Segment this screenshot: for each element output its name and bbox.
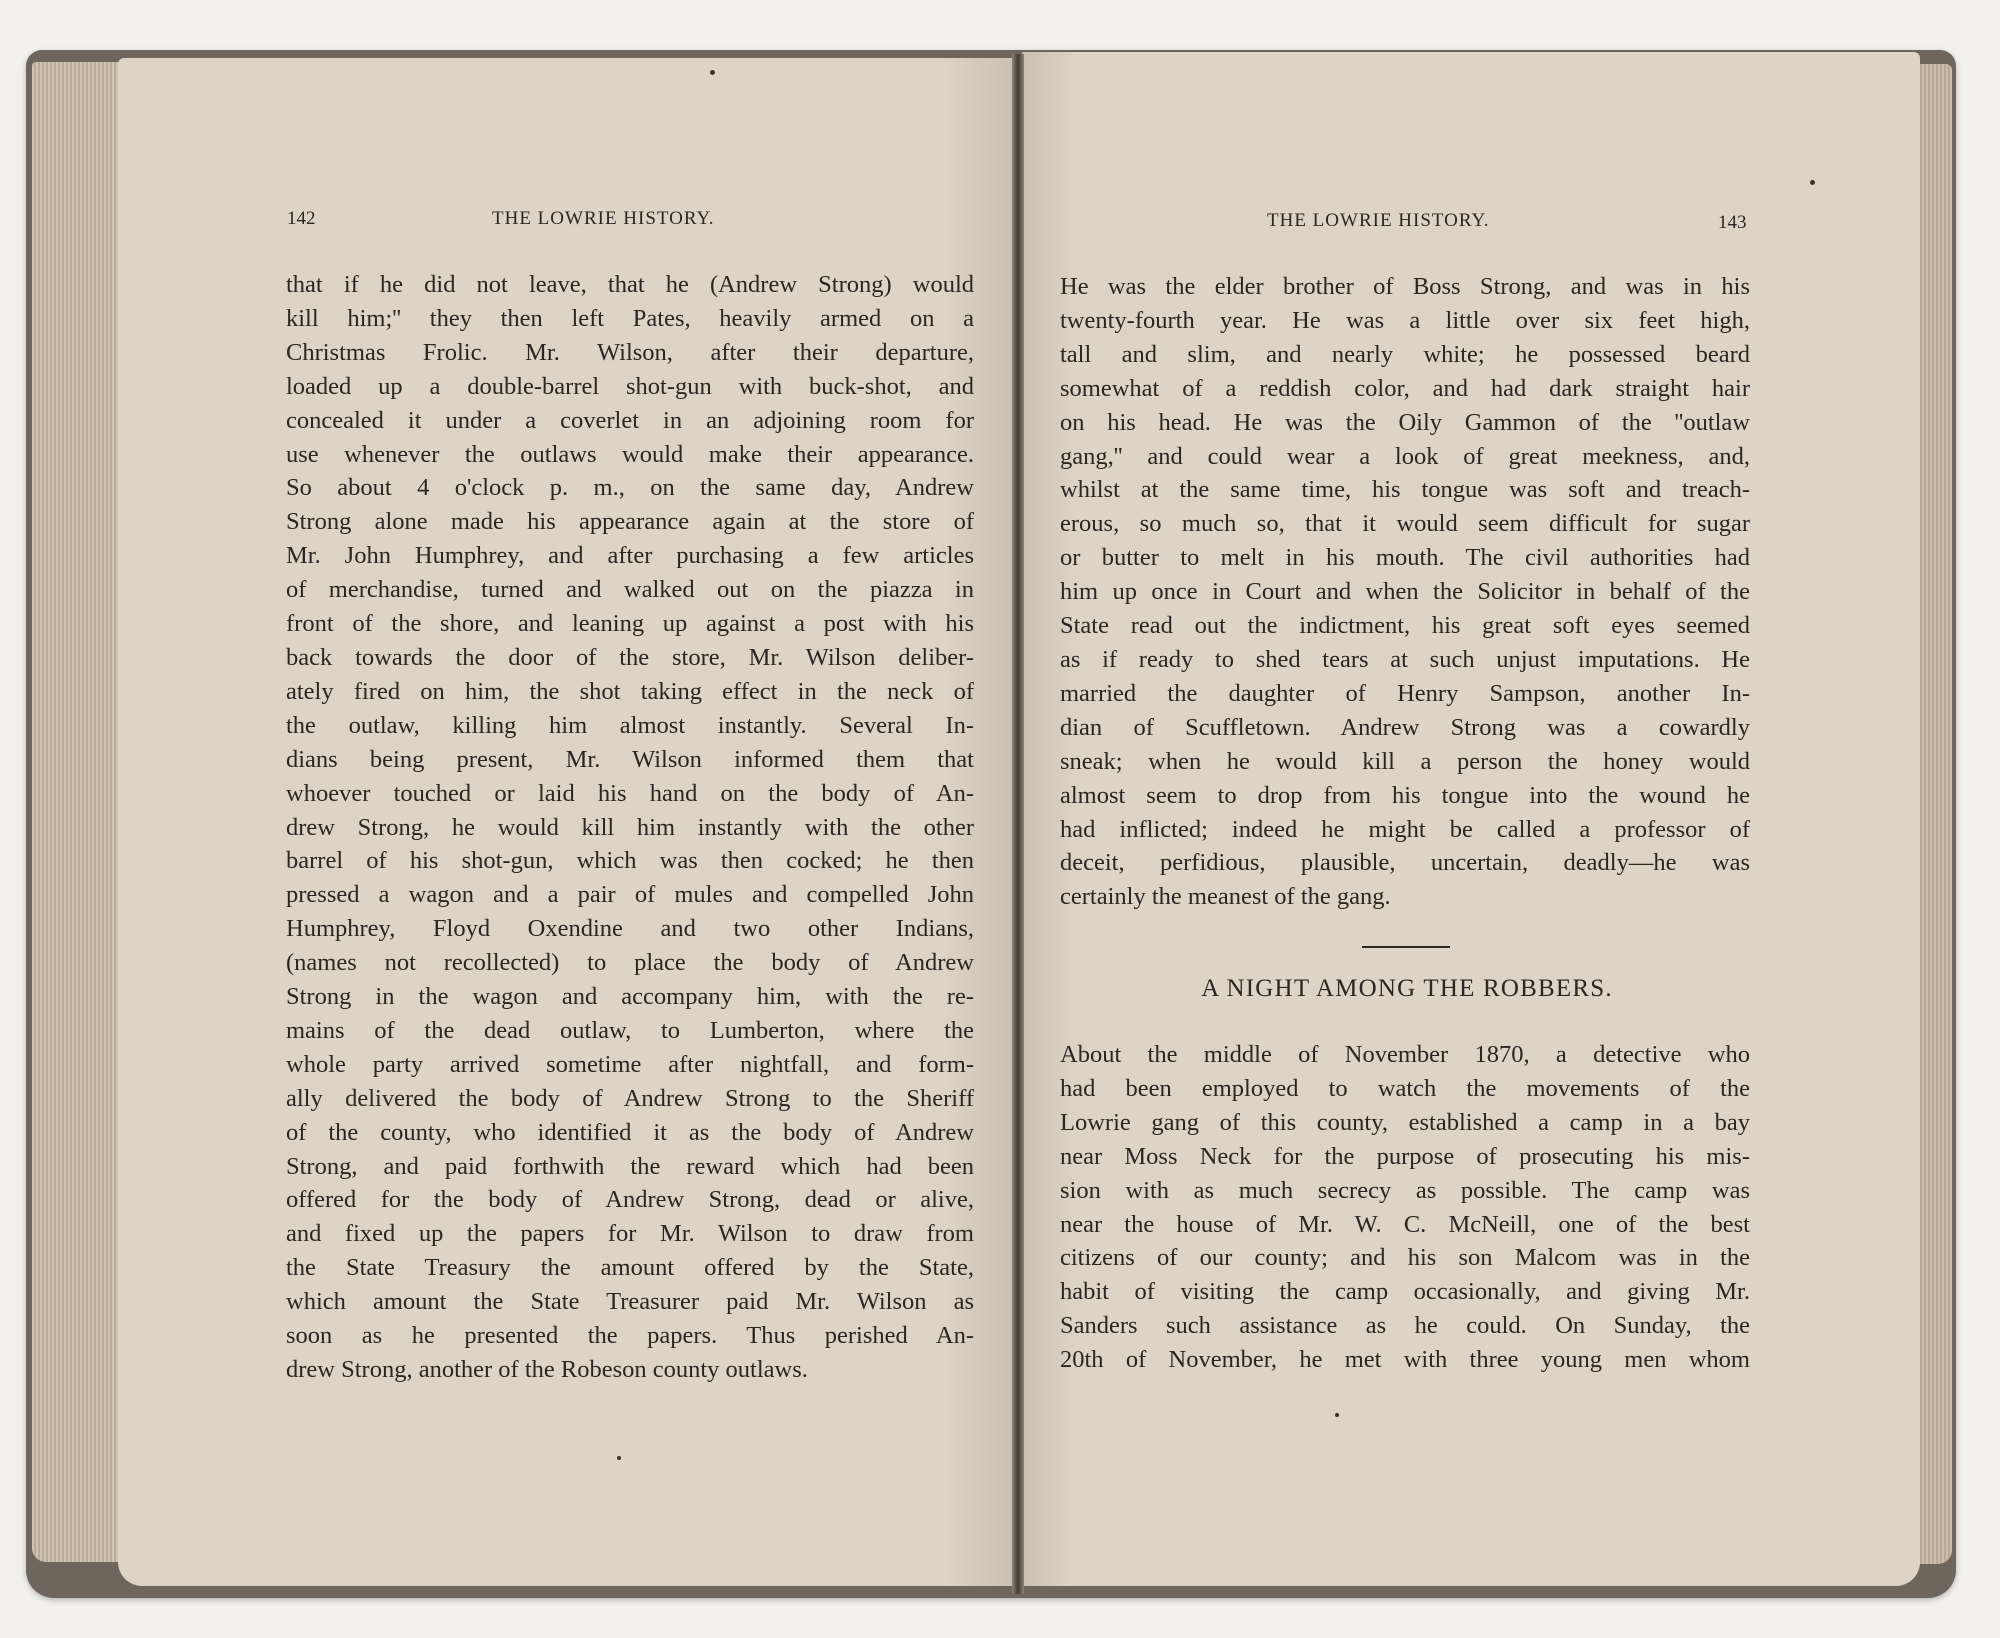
text-line: kill him;'' they then left Pates, heavily armed on a [286,304,974,332]
paper-speck [1335,1413,1339,1417]
right-page-text-top [1060,270,1750,914]
right-page-edges [1918,64,1952,1564]
text-line: mains of the dead outlaw, to Lumberton, where the [286,1016,974,1044]
text-line: barrel of his shot-gun, which was then cocked; he then [286,847,974,875]
text-line: which amount the State Treasurer paid Mr. Wilson as [286,1288,974,1316]
text-line: pressed a wagon and a pair of mules and compelled John [286,881,974,909]
text-line: back towards the door of the store, Mr. Wilson deliber- [286,643,974,671]
text-line: He was the elder brother of Boss Strong, and was in his [1060,273,1750,300]
text-line: and fixed up the papers for Mr. Wilson to draw from [286,1220,974,1248]
text-line: whole party arrived sometime after nightfall, and form- [286,1050,974,1078]
text-line: drew Strong, he would kill him instantly with the other [286,813,974,841]
left-page-text [286,268,974,1387]
text-line: sneak; when he would kill a person the honey would [1060,747,1750,775]
text-line: had inflicted; indeed he might be called a professor of [1060,815,1750,843]
text-line: sion with as much secrecy as possible. The camp was [1060,1176,1750,1204]
text-line: Lowrie gang of this county, established a camp in a bay [1060,1108,1750,1136]
text-line: Strong in the wagon and accompany him, with the re- [286,983,974,1011]
text-line: almost seem to drop from his tongue into the wound he [1060,781,1750,809]
text-line: Humphrey, Floyd Oxendine and two other Indians, [286,915,974,943]
book-gutter [1012,54,1024,1594]
text-line: erous, so much so, that it would seem difficult for sugar [1060,510,1750,538]
text-line: near Moss Neck for the purpose of prosecuting his mis- [1060,1142,1750,1170]
text-line: Mr. John Humphrey, and after purchasing a few articles [286,542,974,570]
text-line: ately fired on him, the shot taking effect in the neck of [286,677,974,705]
text-line: the outlaw, killing him almost instantly. Several In- [286,711,974,739]
right-running-head: THE LOWRIE HISTORY. [1267,210,1490,231]
text-line: dian of Scuffletown. Andrew Strong was a cowardly [1060,713,1750,741]
text-line: 20th of November, he met with three young men whom [1060,1346,1750,1374]
section-divider [1362,946,1450,948]
text-line: the State Treasury the amount offered by the State, [286,1254,974,1282]
text-line: Sanders such assistance as he could. On Sunday, the [1060,1312,1750,1340]
right-page-text-bottom [1060,1038,1750,1377]
text-line: habit of visiting the camp occasionally, and giving Mr. [1060,1278,1750,1306]
text-line: dians being present, Mr. Wilson informed them that [286,745,974,773]
text-line: of merchandise, turned and walked out on the piazza in [286,576,974,604]
text-line: front of the shore, and leaning up against a post with his [286,610,974,638]
text-line: gang,'' and could wear a look of great meekness, and, [1060,442,1750,470]
text-line: State read out the indictment, his great soft eyes seemed [1060,612,1750,640]
text-line: drew Strong, another of the Robeson county outlaws. [286,1356,808,1383]
text-line: whilst at the same time, his tongue was soft and treach- [1060,476,1750,504]
paper-speck [1810,180,1815,185]
text-line: Christmas Frolic. Mr. Wilson, after their departure, [286,338,974,366]
left-page-number: 142 [287,208,316,229]
section-heading: A NIGHT AMONG THE ROBBERS. [1201,975,1613,1002]
paper-speck [617,1456,621,1460]
text-line: as if ready to shed tears at such unjust imputations. He [1060,645,1750,673]
text-line: loaded up a double-barrel shot-gun with buck-shot, and [286,372,974,400]
left-page-edges [32,62,122,1562]
text-line: concealed it under a coverlet in an adjoining room for [286,406,974,434]
text-line: that if he did not leave, that he (Andrew Strong) would [286,271,974,298]
text-line: deceit, perfidious, plausible, uncertain, deadly—he was [1060,849,1750,877]
text-line: certainly the meanest of the gang. [1060,883,1391,911]
text-line: married the daughter of Henry Sampson, another In- [1060,679,1750,707]
text-line: About the middle of November 1870, a detective who [1060,1041,1750,1068]
text-line: whoever touched or laid his hand on the body of An- [286,779,974,807]
right-page-number: 143 [1718,212,1747,233]
text-line: somewhat of a reddish color, and had dark straight hair [1060,374,1750,402]
text-line: or butter to melt in his mouth. The civil authorities had [1060,544,1750,572]
left-running-head: THE LOWRIE HISTORY. [492,208,715,229]
text-line: soon as he presented the papers. Thus perished An- [286,1322,974,1350]
text-line: on his head. He was the Oily Gammon of the ''outlaw [1060,408,1750,436]
text-line: (names not recollected) to place the body of Andrew [286,949,974,977]
text-line: of the county, who identified it as the body of Andrew [286,1118,974,1146]
text-line: tall and slim, and nearly white; he possessed beard [1060,340,1750,368]
text-line: use whenever the outlaws would make their appearance. [286,440,974,468]
text-line: offered for the body of Andrew Strong, dead or alive, [286,1186,974,1214]
text-line: him up once in Court and when the Solicitor in behalf of the [1060,578,1750,606]
text-line: Strong, and paid forthwith the reward which had been [286,1152,974,1180]
text-line: Strong alone made his appearance again at the store of [286,508,974,536]
paper-speck [710,70,715,75]
text-line: So about 4 o'clock p. m., on the same day, Andrew [286,474,974,502]
text-line: had been employed to watch the movements of the [1060,1074,1750,1102]
text-line: citizens of our county; and his son Malcom was in the [1060,1244,1750,1272]
text-line: ally delivered the body of Andrew Strong to the Sheriff [286,1084,974,1112]
text-line: twenty-fourth year. He was a little over six feet high, [1060,306,1750,334]
text-line: near the house of Mr. W. C. McNeill, one of the best [1060,1210,1750,1238]
